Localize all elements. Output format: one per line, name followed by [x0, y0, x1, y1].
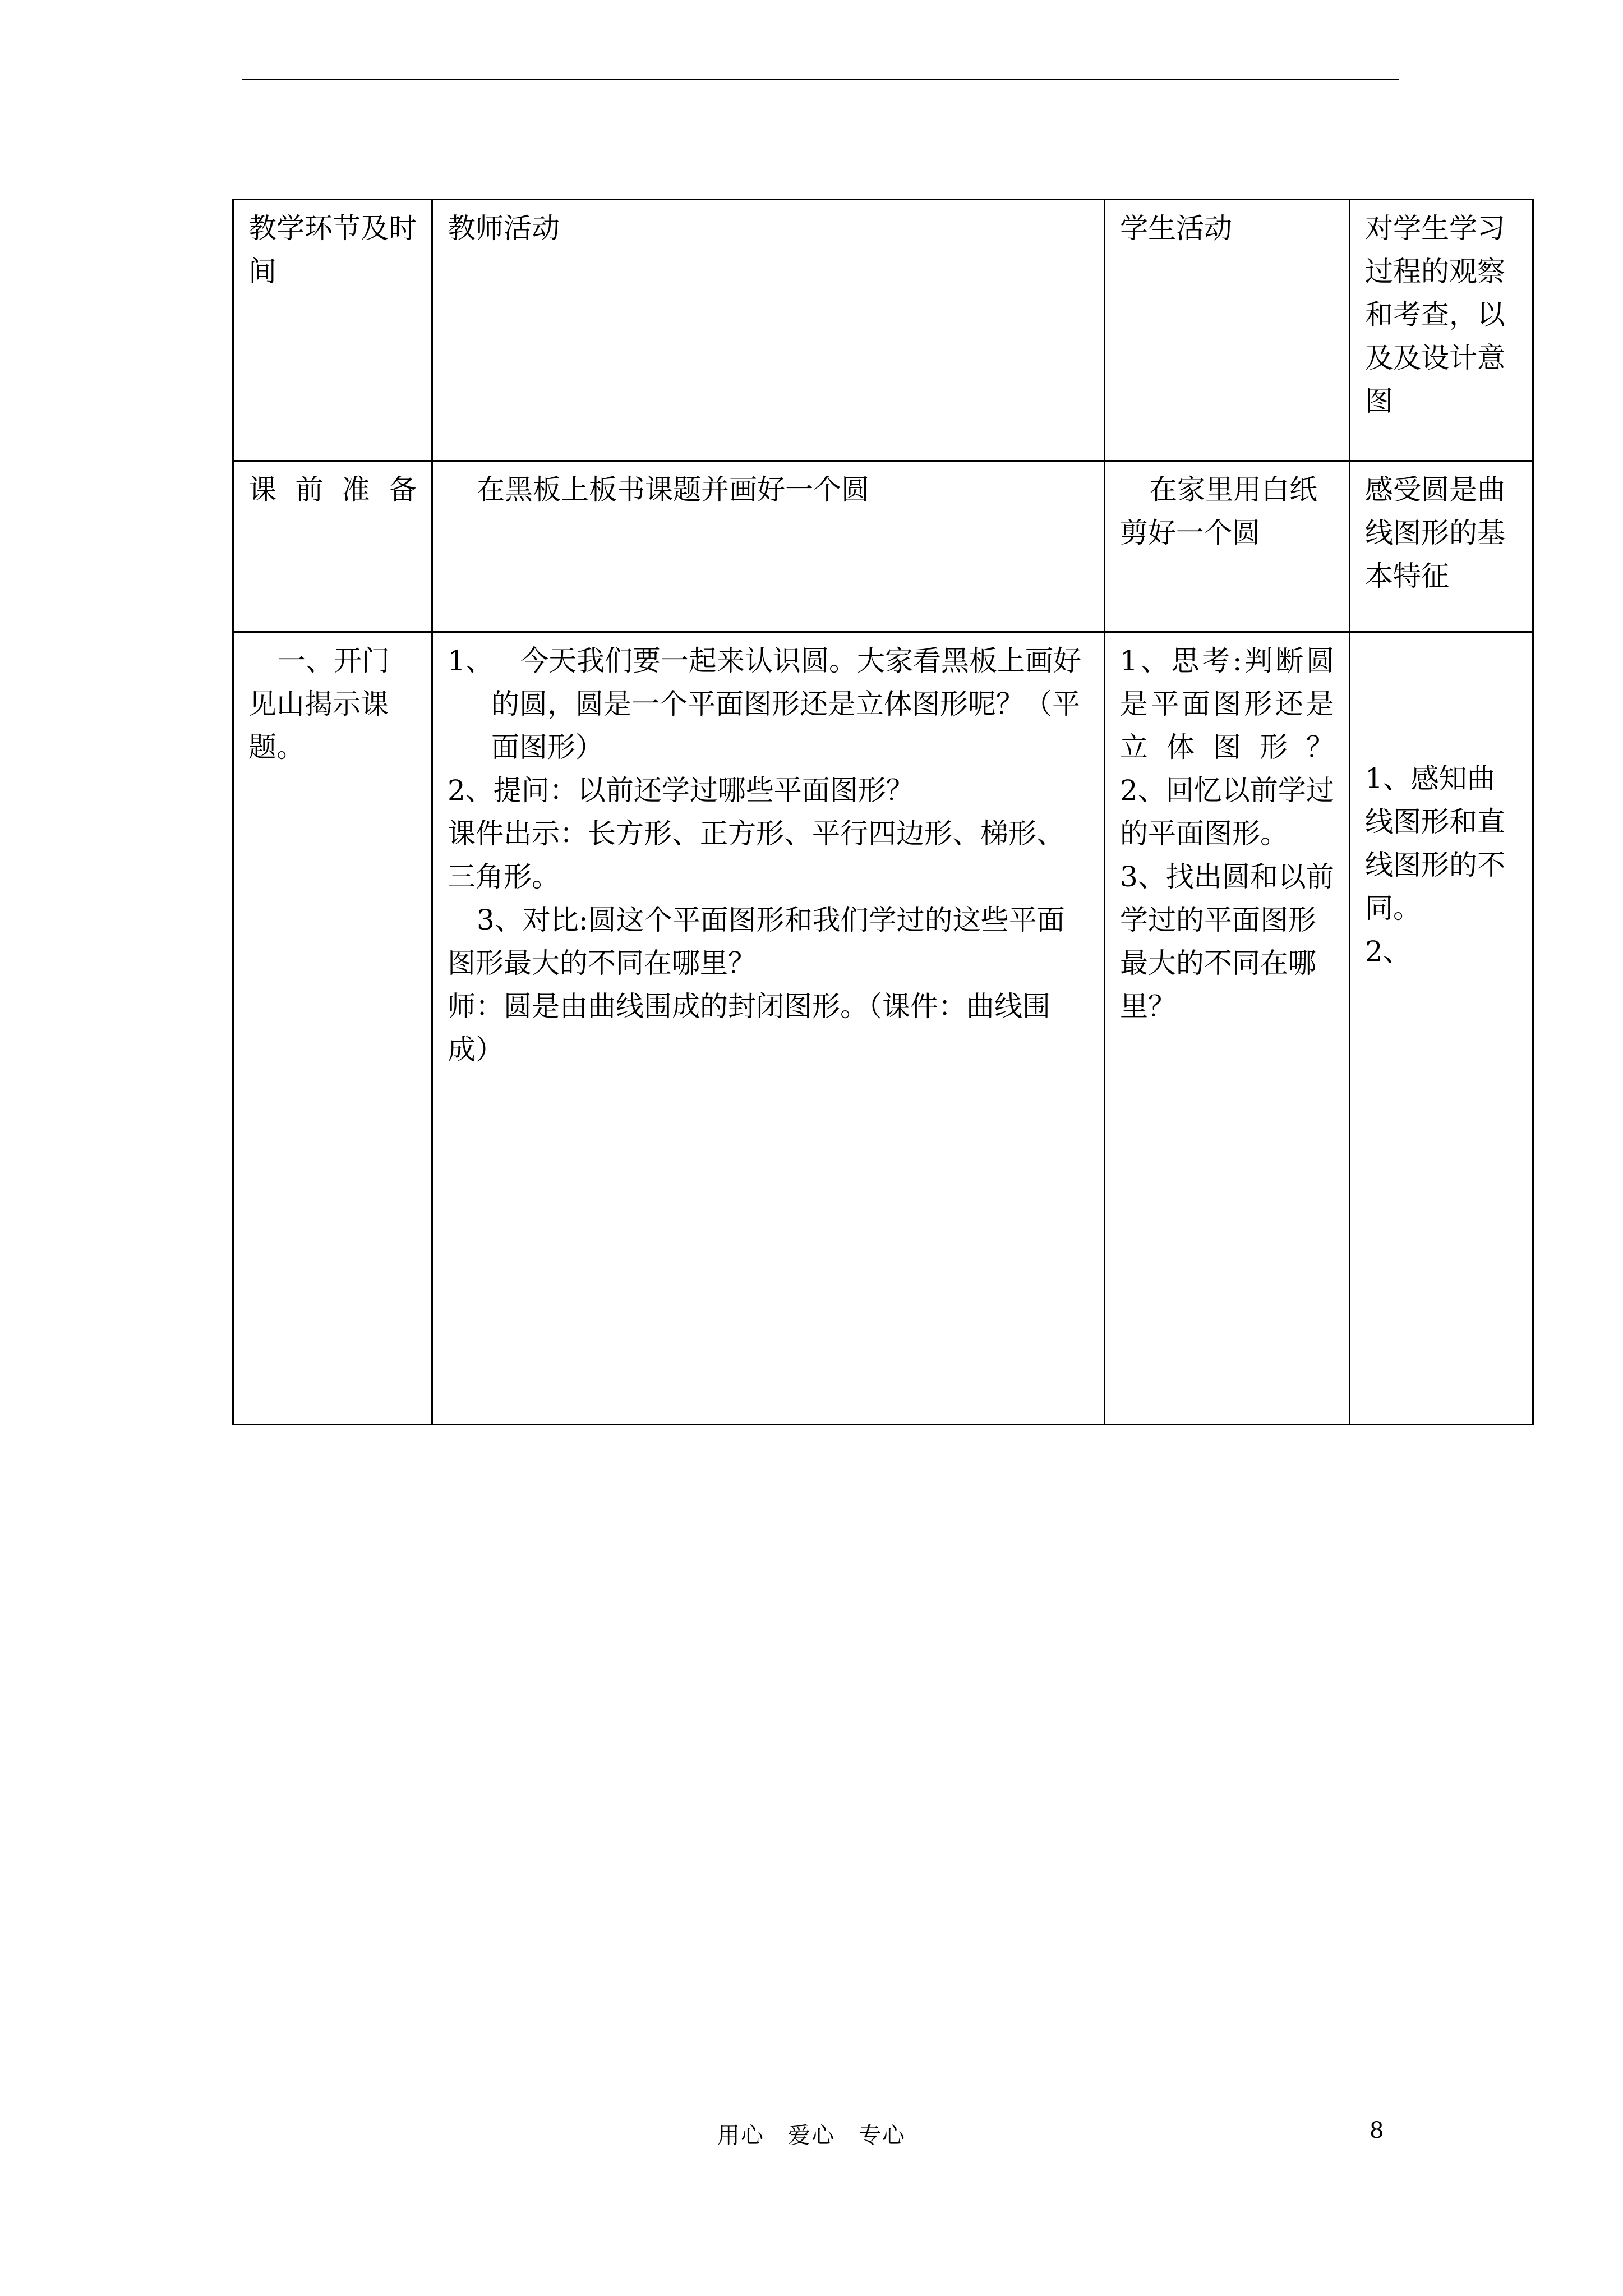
- header-teacher-activity: 教师活动: [432, 200, 1105, 461]
- table-header-row: [233, 200, 1533, 461]
- teacher-item-2: 2、提问：以前还学过哪些平面图形？: [448, 774, 914, 807]
- lesson-plan-table: [232, 199, 1534, 1425]
- table-row-preparation: [233, 461, 1533, 632]
- prep-teacher-activity: 在黑板上板书课题并画好一个圆: [432, 461, 1105, 632]
- header-student-activity: 学生活动: [1105, 200, 1350, 461]
- footer-motto: 用心 爱心 专心: [717, 2123, 906, 2148]
- prep-stage: 课前准备: [233, 461, 432, 632]
- header-rule: [242, 79, 1399, 80]
- table-row-introduction: [233, 632, 1533, 1425]
- observation-item-2: 2、: [1365, 935, 1411, 968]
- intro-teacher-activity: [432, 632, 1105, 1425]
- page-number: 8: [1370, 2118, 1384, 2143]
- teacher-item-3: 3、对比:圆这个平面图形和我们学过的这些平面图形最大的不同在哪里？: [448, 904, 1065, 979]
- student-item-2: 2、回忆以前学过的平面图形。: [1120, 774, 1334, 850]
- teacher-item-1: [448, 639, 1089, 769]
- student-item-3: 3、找出圆和以前学过的平面图形最大的不同在哪里？: [1120, 861, 1334, 1023]
- header-observation-design: 对学生学习过程的观察和考查，以及及设计意图: [1350, 200, 1533, 461]
- observation-item-1: 1、感知曲线图形和直线图形的不同。: [1365, 762, 1505, 924]
- intro-student-activity: [1105, 632, 1350, 1425]
- prep-student-activity: 在家里用白纸剪好一个圆: [1105, 461, 1350, 632]
- intro-stage: 一、开门见山揭示课题。: [233, 632, 432, 1425]
- teacher-courseware: 课件出示：长方形、正方形、平行四边形、梯形、三角形。: [448, 817, 1064, 893]
- intro-observation: [1350, 632, 1533, 1425]
- student-item-1: 1、思考:判断圆是平面图形还是立体图形？: [1120, 645, 1334, 763]
- teacher-note: 师：圆是由曲线围成的封闭图形。（课件：曲线围成）: [448, 990, 1050, 1066]
- teacher-item-1-number: 1、: [448, 645, 494, 677]
- prep-observation: 感受圆是曲线图形的基本特征: [1350, 461, 1533, 632]
- teacher-item-1-text: 今天我们要一起来认识圆。大家看黑板上画好的圆，圆是一个平面图形还是立体图形呢？（平面图形）: [491, 645, 1081, 763]
- header-teaching-stage: 教学环节及时间: [233, 200, 432, 461]
